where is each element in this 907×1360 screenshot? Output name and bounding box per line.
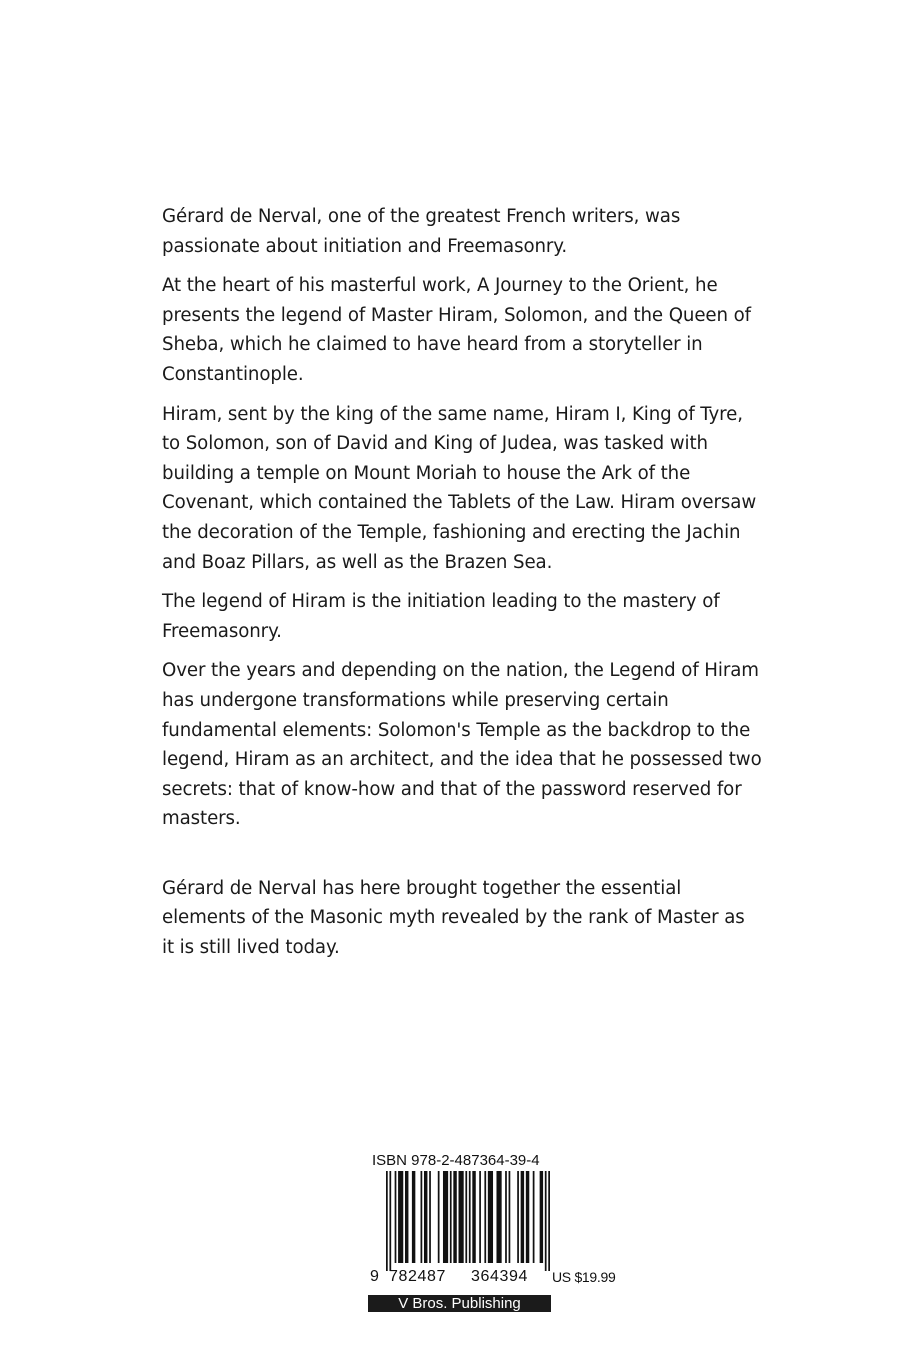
barcode-bar bbox=[405, 1171, 408, 1263]
blurb-paragraph: The legend of Hiram is the initiation leading to the mastery of Freemasonry. bbox=[162, 591, 720, 642]
barcode-bars bbox=[386, 1171, 550, 1271]
barcode-bar bbox=[526, 1171, 529, 1263]
isbn-barcode-block bbox=[368, 1152, 638, 1312]
barcode-bar bbox=[398, 1171, 403, 1263]
barcode-bar bbox=[453, 1171, 456, 1263]
blurb-paragraph: Gérard de Nerval has here brought together the essential elements of the Masonic myth revealed by the rank of Master as it is still lived today. bbox=[162, 877, 745, 959]
publisher-label: V Bros. Publishing bbox=[368, 1295, 551, 1312]
barcode-bar bbox=[459, 1171, 464, 1263]
blurb-paragraph: Hiram, sent by the king of the same name, Hiram I, King of Tyre, to Solomon, son of David and King of Judea, was tasked with building a temple on Mount Moriah to house the Ark of the Covenant, which contained the Tablets of the Law. Hiram oversaw the decoration of the Temple, fashioning and erecting the Jachin and Boaz Pillars, as well as the Brazen Sea. bbox=[162, 403, 757, 573]
barcode-bar bbox=[505, 1171, 507, 1263]
isbn-label: ISBN 978-2-487364-39-4 bbox=[372, 1152, 540, 1169]
barcode-bar bbox=[533, 1171, 535, 1263]
barcode-bar bbox=[412, 1171, 415, 1263]
barcode-bar bbox=[479, 1171, 481, 1263]
barcode-bar bbox=[540, 1171, 543, 1263]
barcode-bar bbox=[389, 1171, 391, 1271]
barcode-bar bbox=[517, 1171, 519, 1263]
barcode-bar bbox=[521, 1171, 524, 1263]
barcode-bar bbox=[395, 1171, 397, 1263]
barcode-digit-group-2: 364394 bbox=[471, 1268, 528, 1285]
barcode-bar bbox=[545, 1171, 547, 1271]
back-cover-blurb bbox=[162, 202, 762, 973]
barcode-bar bbox=[429, 1171, 431, 1263]
blurb-paragraph: Over the years and depending on the nation, the Legend of Hiram has undergone transformations while preserving certain fundamental elements: Solomon's Temple as the backdrop to the legend, Hiram as an architect, and the idea that he possessed two secrets: that of know-how and that of the password reserved for masters. bbox=[162, 660, 762, 830]
blurb-paragraph: Gérard de Nerval, one of the greatest French writers, was passionate about initiation and Freemasonry. bbox=[162, 206, 681, 257]
barcode-bar bbox=[438, 1171, 440, 1263]
barcode-bar bbox=[509, 1171, 511, 1263]
barcode-bar bbox=[465, 1171, 467, 1263]
barcode-bar bbox=[488, 1171, 493, 1263]
barcode-bar bbox=[424, 1171, 427, 1263]
barcode-bar bbox=[496, 1171, 501, 1263]
barcode-bar bbox=[548, 1171, 550, 1271]
price-label: US $19.99 bbox=[552, 1269, 616, 1285]
barcode-bar bbox=[469, 1171, 471, 1263]
barcode-bar bbox=[421, 1171, 423, 1263]
barcode-bar bbox=[472, 1171, 475, 1263]
barcode-bar bbox=[386, 1171, 388, 1271]
barcode-digit-lead: 9 bbox=[370, 1268, 379, 1285]
barcode-bar bbox=[484, 1171, 486, 1263]
barcode-digit-group-1: 782487 bbox=[389, 1268, 446, 1285]
barcode-bar bbox=[450, 1171, 452, 1263]
blurb-paragraph: At the heart of his masterful work, A Journey to the Orient, he presents the legend of Master Hiram, Solomon, and the Queen of Sheba, which he claimed to have heard from a storyteller in Constantinople. bbox=[162, 275, 751, 385]
barcode-bar bbox=[443, 1171, 448, 1263]
